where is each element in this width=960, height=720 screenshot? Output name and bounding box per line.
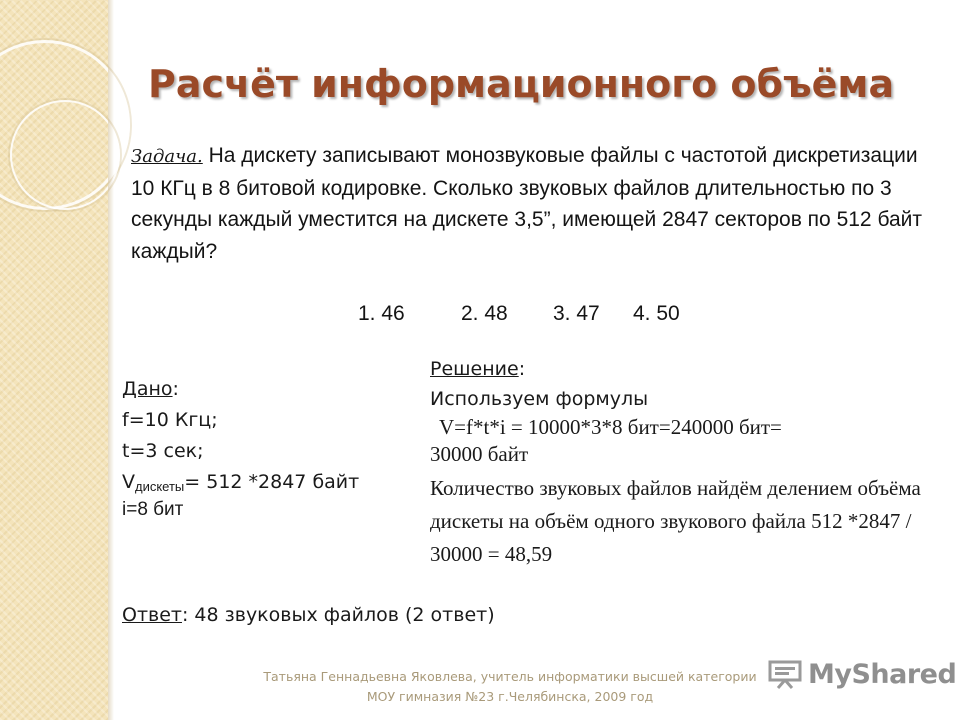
solution-heading <box>430 354 940 384</box>
footer-line-1: Татьяна Геннадьевна Яковлева, учитель информатики высшей категории <box>263 669 757 684</box>
solution-colon: : <box>518 358 526 380</box>
decorative-ring-inner <box>10 100 120 210</box>
solution-use-formulas: Используем формулы <box>430 388 649 410</box>
answer-line <box>122 604 495 626</box>
task-label: Задача. <box>131 146 203 167</box>
option-4: 4. 50 <box>633 302 680 325</box>
given-duration: t=3 сек; <box>122 440 204 462</box>
footer-line-2: МОУ гимназия №23 г.Челябинска, 2009 год <box>366 689 654 704</box>
option-1: 1. 46 <box>358 302 405 325</box>
given-frequency: f=10 Кгц; <box>122 409 218 431</box>
given-heading <box>122 374 412 405</box>
answer-label: Ответ <box>122 604 182 626</box>
given-bit-depth: i=8 бит <box>122 499 184 520</box>
volume-symbol: V <box>122 471 135 493</box>
side-band-shadow <box>108 0 114 720</box>
given-colon: : <box>172 378 179 400</box>
solution-explanation: Количество звуковых файлов найдём делением объёма дискеты на объём одного звукового файла 512 *2847 / 30000 = 48,59 <box>430 476 921 566</box>
slide-title: Расчёт информационного объёма <box>148 62 895 106</box>
watermark-text: MyShared <box>808 658 957 690</box>
answer-text: : 48 звуковых файлов (2 ответ) <box>181 604 495 626</box>
solution-label: Решение <box>430 358 519 380</box>
footer-credits <box>200 667 820 707</box>
task-text: На дискету записывают монозвуковые файлы с частотой дискретизации 10 КГц в 8 битовой кодировке. Сколько звуковых файлов длительностью по 3 секунды каждый уместится на дискете 3,5”, имеющей 2847 секторов по 512 байт каждый? <box>131 144 923 263</box>
watermark <box>768 656 956 692</box>
option-3: 3. 47 <box>553 302 600 325</box>
given-volume <box>122 467 412 499</box>
solution-formula-line1 <box>430 414 940 441</box>
task-text-block <box>131 140 931 267</box>
given-label: Дано <box>122 378 173 400</box>
solution-block <box>430 354 940 571</box>
option-2: 2. 48 <box>461 302 508 325</box>
presentation-board-icon <box>768 659 802 689</box>
given-block <box>122 374 412 521</box>
volume-value: = 512 *2847 байт <box>184 471 360 493</box>
decorative-side-band <box>0 0 108 720</box>
answer-options <box>358 302 680 326</box>
solution-formula-line2: 30000 байт <box>430 442 529 466</box>
volume-subscript: дискеты <box>135 479 185 494</box>
formula-line1-text: V=f*t*i = 10000*3*8 бит=240000 бит= <box>439 415 782 439</box>
